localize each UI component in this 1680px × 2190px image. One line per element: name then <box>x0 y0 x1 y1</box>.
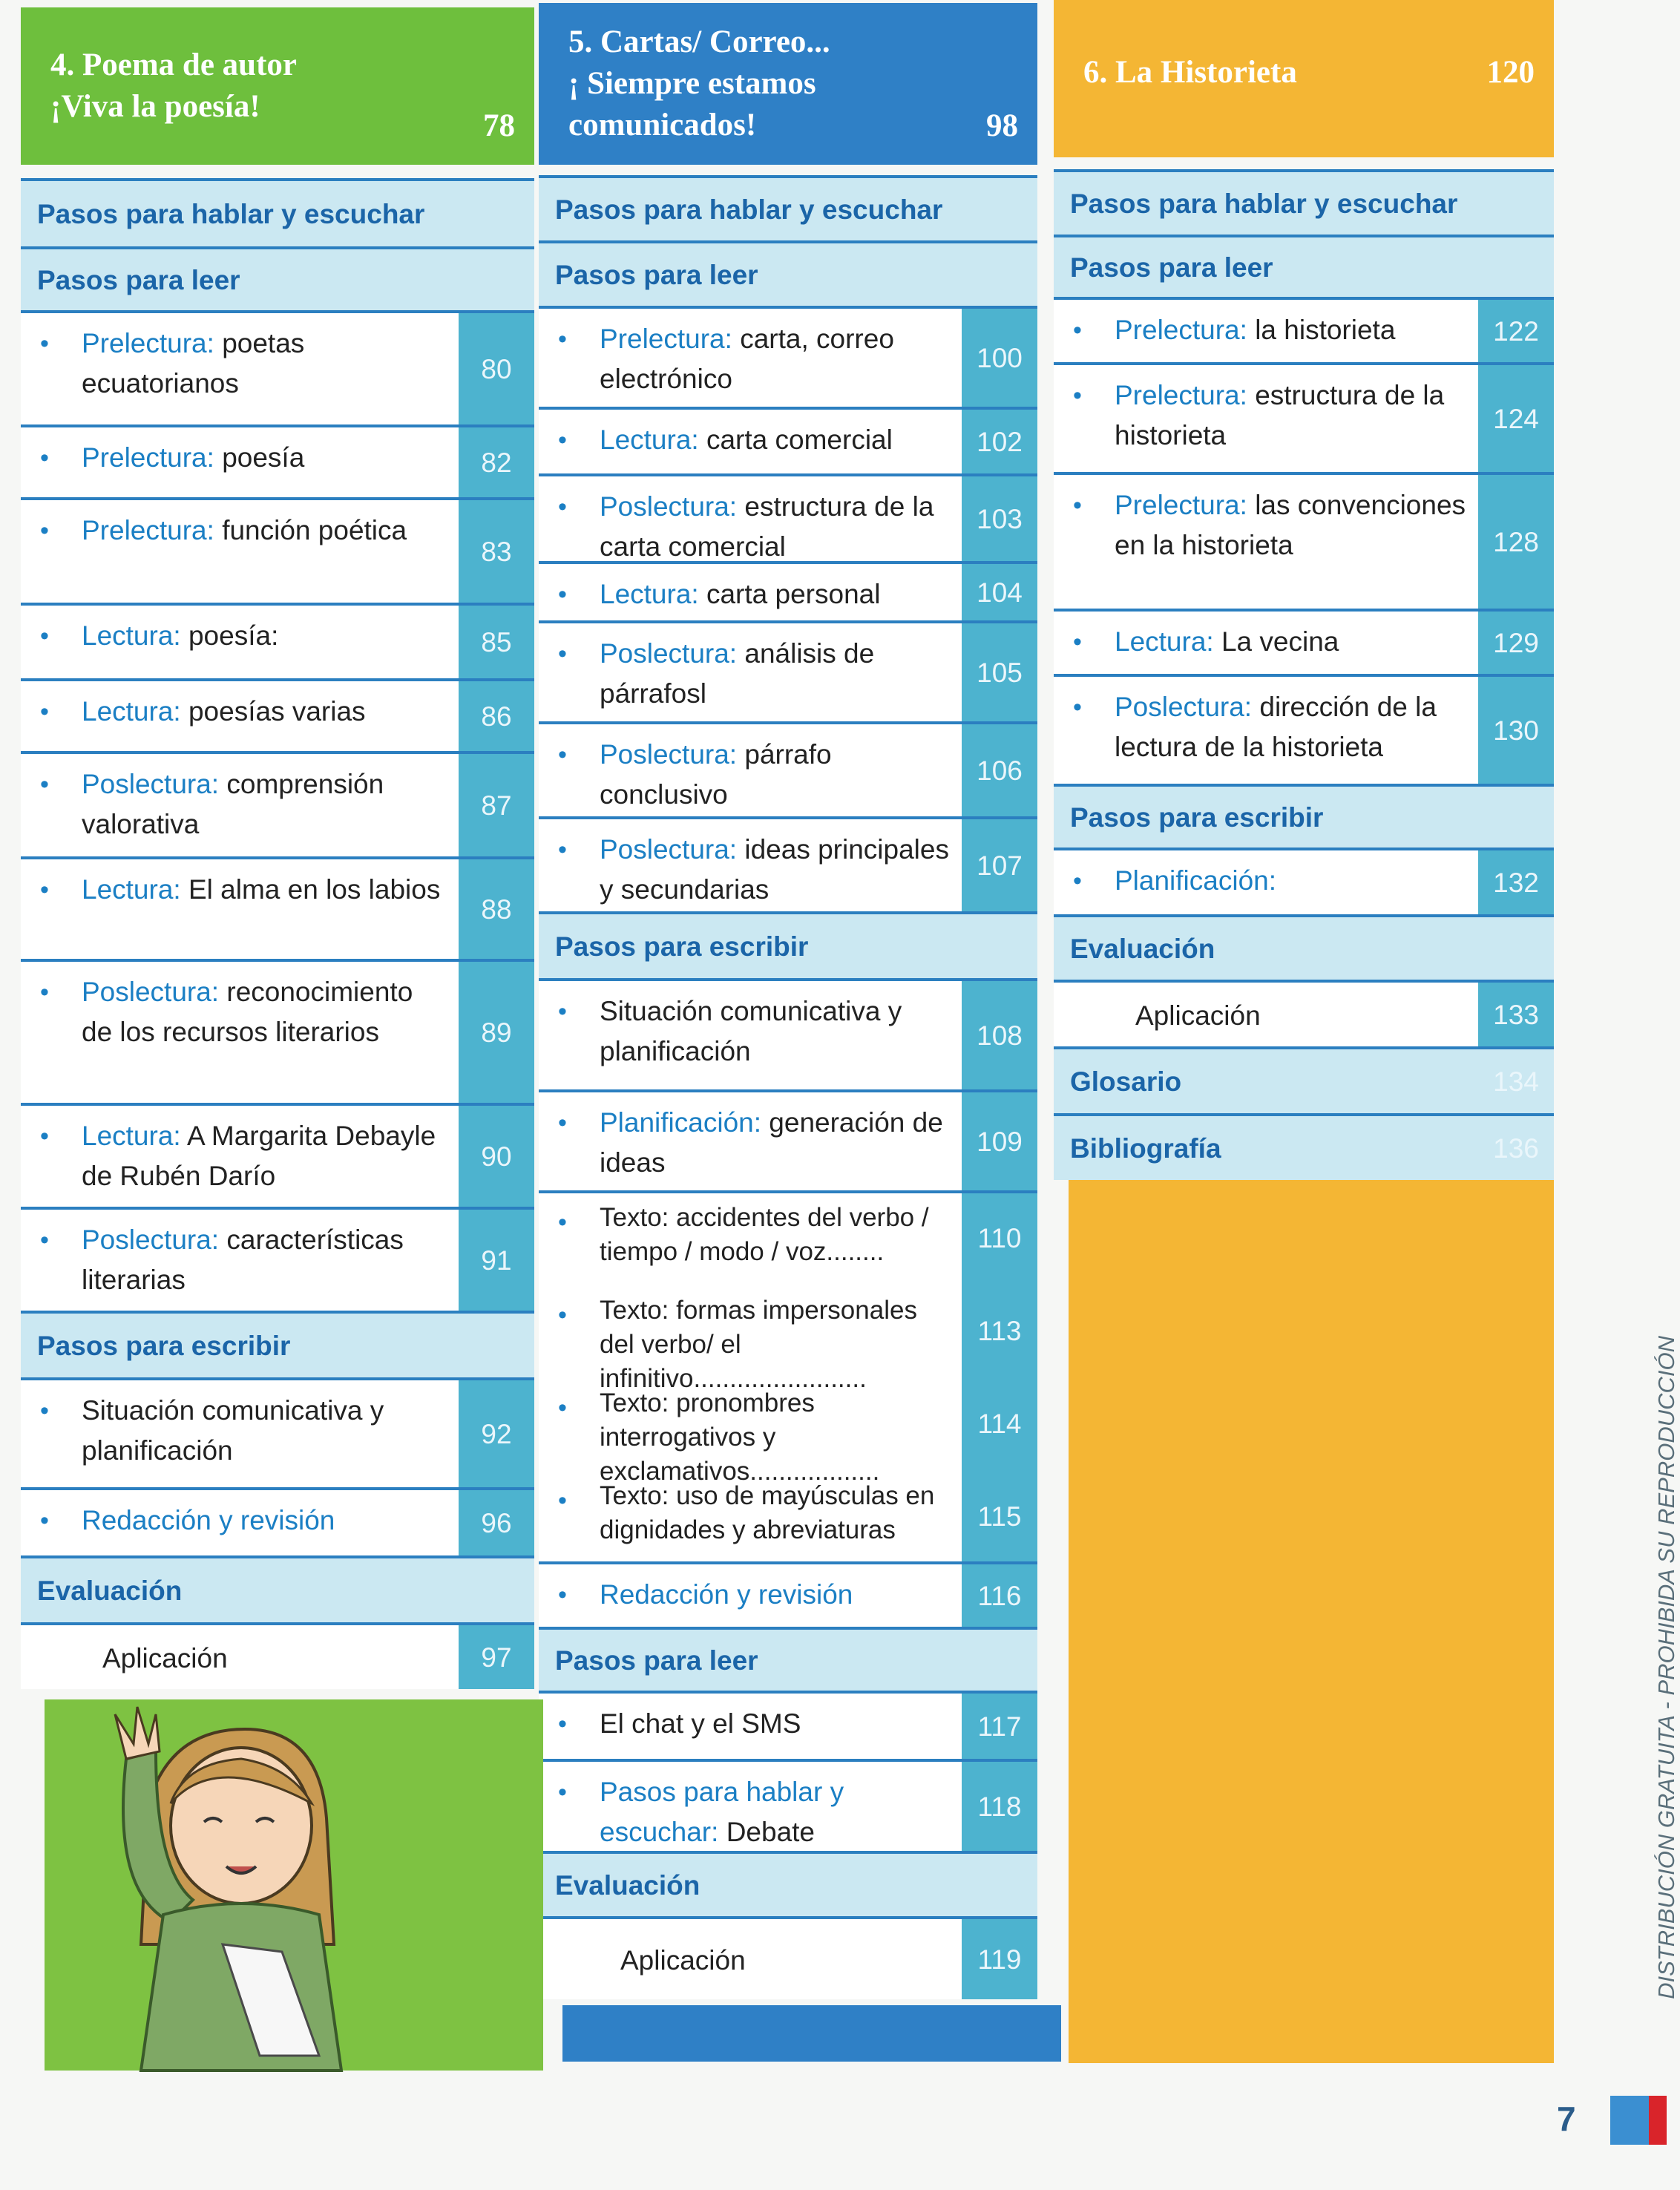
section-label: Evaluación <box>37 1576 183 1606</box>
entry-text <box>600 991 950 1072</box>
toc-entry[interactable] <box>539 561 1037 620</box>
bullet-icon: • <box>40 444 49 472</box>
section-label: Pasos para leer <box>1070 252 1273 283</box>
entry-text <box>1115 310 1466 350</box>
section-heading <box>1054 784 1554 848</box>
toc-entry[interactable] <box>1054 472 1554 609</box>
entry-text <box>82 764 447 845</box>
toc-entry[interactable] <box>539 1691 1037 1759</box>
entry-keyword: Poslectura: <box>600 638 738 669</box>
section-label: Bibliografía <box>1070 1133 1221 1164</box>
entry-text <box>600 1103 950 1183</box>
entry-text <box>82 1391 447 1471</box>
entry-text <box>102 1639 447 1679</box>
entry-text <box>82 1116 447 1196</box>
page-ref: 132 <box>1493 868 1539 898</box>
bullet-icon: • <box>1073 491 1082 519</box>
section-heading <box>539 911 1037 978</box>
entry-keyword: Poslectura: <box>600 491 738 522</box>
bullet-icon: • <box>558 741 567 769</box>
chapter-header-4 <box>21 7 534 165</box>
page-ref: 134 <box>1493 1066 1539 1097</box>
bullet-icon: • <box>558 1301 567 1329</box>
entry-description: análisis de párrafosl <box>600 638 875 709</box>
entry-text <box>600 634 950 714</box>
entry-description: comprensión valorativa <box>82 769 384 839</box>
toc-entry[interactable] <box>21 751 534 856</box>
toc-entry[interactable] <box>21 1622 534 1689</box>
entry-keyword: Lectura: <box>82 874 181 905</box>
entry-keyword: Poslectura: <box>82 977 220 1007</box>
section-heading <box>1054 1113 1554 1180</box>
section-heading <box>1054 1046 1554 1113</box>
entry-text[interactable]: Texto: uso de mayúsculas en dignidades y abreviaturas <box>600 1481 935 1544</box>
page-ref: 87 <box>481 790 512 821</box>
chapter-title: 4. Poema de autor ¡Viva la poesía! <box>50 47 297 124</box>
entry-description: párrafo conclusivo <box>600 739 832 810</box>
page-ref: 130 <box>1493 715 1539 746</box>
bullet-icon: • <box>558 1208 567 1236</box>
entry-text <box>600 420 950 460</box>
chapter-header-6 <box>1054 0 1554 157</box>
bullet-icon: • <box>40 978 49 1006</box>
toc-entry[interactable] <box>539 473 1037 561</box>
page-ref: 90 <box>481 1141 512 1172</box>
section-label: Pasos para escribir <box>555 931 809 962</box>
toc-entry[interactable] <box>1054 362 1554 472</box>
page-ref: 136 <box>1493 1133 1539 1164</box>
toc-entry[interactable] <box>539 1561 1037 1627</box>
entry-keyword: Planificación: <box>1115 865 1277 896</box>
page-ref: 109 <box>977 1127 1023 1157</box>
page-ref: 96 <box>481 1508 512 1538</box>
section-label: Pasos para hablar y escuchar <box>1070 188 1458 219</box>
page-ref: 108 <box>977 1020 1023 1051</box>
toc-entry[interactable] <box>21 310 534 424</box>
page-ref: 85 <box>481 627 512 658</box>
entry-description: Situación comunicativa y planificación <box>600 996 902 1066</box>
entry-description: poetas ecuatorianos <box>82 328 305 399</box>
bullet-icon: • <box>558 1581 567 1609</box>
entry-keyword: Prelectura: <box>600 324 732 354</box>
toc-entry[interactable] <box>21 856 534 959</box>
page-ref: 104 <box>977 577 1023 608</box>
page-ref: 133 <box>1493 1000 1539 1030</box>
toc-entry[interactable] <box>21 678 534 751</box>
page-ref: 92 <box>481 1419 512 1449</box>
page-ref: 115 <box>977 1501 1022 1532</box>
entry-description: Debate <box>726 1817 816 1847</box>
chapter-page: 98 <box>986 108 1018 143</box>
bullet-icon: • <box>1073 867 1082 895</box>
entry-text[interactable]: Texto: formas impersonales del verbo/ el infinitivo........................ <box>600 1296 917 1393</box>
toc-entry[interactable] <box>539 721 1037 816</box>
toc-entry[interactable] <box>1054 848 1554 914</box>
toc-entry[interactable] <box>539 1190 1037 1561</box>
bullet-icon: • <box>558 836 567 864</box>
page-ref: 88 <box>481 894 512 925</box>
entry-description: A Margarita Debayle de Rubén Darío <box>82 1121 436 1191</box>
chapter-contents-table <box>1054 169 1554 1180</box>
toc-entry[interactable] <box>539 816 1037 911</box>
bullet-icon: • <box>40 1122 49 1150</box>
section-heading <box>21 178 534 246</box>
page-ref: 80 <box>481 354 512 384</box>
section-label: Evaluación <box>555 1870 700 1901</box>
entry-keyword: Poslectura: <box>600 739 738 770</box>
bullet-icon: • <box>40 1397 49 1425</box>
chapter-contents-table <box>539 175 1037 1999</box>
entry-description: poesía: <box>188 620 279 651</box>
entry-keyword: Planificación: <box>600 1107 762 1138</box>
entry-keyword: Lectura: <box>600 424 699 455</box>
bullet-icon: • <box>40 1226 49 1254</box>
entry-keyword: Prelectura: <box>1115 380 1247 410</box>
entry-description: carta personal <box>706 579 881 609</box>
corner-tab-red <box>1649 2096 1667 2145</box>
section-label: Pasos para escribir <box>37 1331 291 1361</box>
page-ref: 114 <box>977 1409 1022 1439</box>
entry-text <box>82 1501 447 1541</box>
entry-text <box>1115 622 1466 662</box>
entry-description: reconocimiento de los recursos literarios <box>82 977 413 1047</box>
entry-keyword: Poslectura: <box>82 769 220 799</box>
page-number: 7 <box>1557 2099 1576 2138</box>
entry-description: la historieta <box>1255 315 1396 345</box>
section-label: Pasos para leer <box>37 265 240 295</box>
toc-entry[interactable] <box>1054 980 1554 1046</box>
entry-text <box>82 1220 447 1300</box>
page-ref: 89 <box>481 1017 512 1048</box>
corner-tab-blue <box>1610 2096 1649 2145</box>
section-heading <box>1054 235 1554 297</box>
page-ref: 110 <box>977 1223 1022 1253</box>
entry-text <box>82 972 447 1052</box>
page-ref: 100 <box>977 343 1023 373</box>
section-heading <box>21 1555 534 1622</box>
entry-description: carta, correo electrónico <box>600 324 894 394</box>
entry-description: Aplicación <box>1135 1000 1261 1031</box>
bullet-icon: • <box>40 698 49 726</box>
decorative-panel <box>1069 1180 1554 2063</box>
entry-keyword: Prelectura: <box>82 328 214 358</box>
toc-entry[interactable] <box>539 1759 1037 1851</box>
bullet-icon: • <box>558 426 567 454</box>
entry-text <box>82 511 447 551</box>
entry-text <box>600 487 950 567</box>
entry-text[interactable]: Texto: accidentes del verbo / tiempo / modo / voz........ <box>600 1203 929 1266</box>
section-heading <box>21 1311 534 1377</box>
bullet-icon: • <box>558 580 567 609</box>
toc-entry[interactable] <box>21 1377 534 1487</box>
bullet-icon: • <box>558 1778 567 1806</box>
section-label: Pasos para leer <box>555 1645 758 1676</box>
illustration-panel <box>45 1699 543 2071</box>
entry-keyword: Poslectura: <box>1115 692 1253 722</box>
toc-entry[interactable] <box>21 424 534 497</box>
entry-text <box>600 1575 950 1615</box>
page-ref: 117 <box>977 1711 1022 1742</box>
chapter-title: 5. Cartas/ Correo... ¡ Siempre estamos comunicados! <box>568 24 830 142</box>
page-ref: 103 <box>977 504 1023 534</box>
bullet-icon: • <box>1073 628 1082 656</box>
page-ref: 118 <box>977 1791 1022 1822</box>
entry-text <box>600 735 950 815</box>
toc-entry[interactable] <box>1054 674 1554 784</box>
entry-description: ideas principales y secundarias <box>600 834 949 905</box>
section-label: Evaluación <box>1070 934 1215 964</box>
entry-keyword: Lectura: <box>82 620 181 651</box>
bullet-icon: • <box>558 1109 567 1137</box>
decorative-bar <box>562 2005 1061 2062</box>
section-heading <box>21 246 534 310</box>
entry-text <box>1115 376 1466 456</box>
section-heading <box>539 240 1037 306</box>
toc-entry[interactable] <box>1054 297 1554 362</box>
toc-entry[interactable] <box>21 1207 534 1311</box>
bullet-icon: • <box>1073 381 1082 410</box>
page-ref: 83 <box>481 537 512 567</box>
entry-description: poesía <box>222 442 305 473</box>
toc-entry[interactable] <box>21 1487 534 1555</box>
toc-entry[interactable] <box>539 620 1037 721</box>
page-ref: 105 <box>977 658 1023 688</box>
bullet-icon: • <box>558 325 567 353</box>
page-ref: 116 <box>977 1581 1022 1611</box>
entry-description: carta comercial <box>706 424 893 455</box>
toc-entry[interactable] <box>21 1103 534 1207</box>
toc-entry[interactable] <box>539 306 1037 407</box>
entry-keyword: Poslectura: <box>600 834 738 865</box>
entry-text <box>82 438 447 478</box>
entry-description: función poética <box>222 515 407 545</box>
entry-text <box>82 870 447 910</box>
entry-text <box>1115 687 1466 767</box>
entry-text <box>600 1704 950 1744</box>
entry-description: El alma en los labios <box>188 874 441 905</box>
entry-text[interactable]: Texto: pronombres interrogativos y exclamativos.................. <box>600 1389 880 1486</box>
entry-description: generación de ideas <box>600 1107 943 1178</box>
chapter-contents-table <box>21 178 534 1689</box>
page-ref: 91 <box>481 1245 512 1276</box>
toc-entry[interactable] <box>21 497 534 603</box>
bullet-icon: • <box>1073 316 1082 344</box>
entry-text <box>82 616 447 656</box>
page-ref: 122 <box>1493 316 1539 347</box>
entry-text <box>600 830 950 910</box>
bullet-icon: • <box>558 1486 567 1515</box>
entry-keyword: Prelectura: <box>1115 490 1247 520</box>
chapter-page: 78 <box>483 108 515 143</box>
toc-entry[interactable] <box>1054 609 1554 674</box>
entry-text <box>1135 996 1466 1036</box>
entry-text <box>82 324 447 404</box>
page-ref: 119 <box>977 1944 1022 1975</box>
section-heading <box>1054 914 1554 980</box>
chapter-page: 120 <box>1486 55 1535 90</box>
bullet-icon: • <box>40 330 49 358</box>
entry-keyword: Lectura: <box>82 696 181 727</box>
entry-keyword: Pasos para hablar y escuchar: <box>600 1777 844 1847</box>
entry-description: las convenciones en la historieta <box>1115 490 1466 560</box>
entry-description: Aplicación <box>620 1945 746 1976</box>
entry-keyword: Lectura: <box>1115 626 1214 657</box>
toc-entry[interactable] <box>21 603 534 678</box>
page-ref: 129 <box>1493 628 1539 658</box>
page-ref: 107 <box>977 850 1023 881</box>
bullet-icon: • <box>40 1507 49 1535</box>
page-ref: 124 <box>1493 404 1539 434</box>
page-ref: 86 <box>481 701 512 732</box>
entry-keyword: Poslectura: <box>82 1225 220 1255</box>
entry-description: estructura de la historieta <box>1115 380 1445 450</box>
bullet-icon: • <box>558 1710 567 1738</box>
section-label: Pasos para escribir <box>1070 802 1324 833</box>
entry-keyword: Lectura: <box>600 579 699 609</box>
toc-entry[interactable] <box>539 978 1037 1089</box>
section-label: Glosario <box>1070 1066 1182 1097</box>
entry-description: La vecina <box>1221 626 1339 657</box>
chapter-title: 6. La Historieta <box>1083 55 1297 90</box>
section-heading <box>539 175 1037 240</box>
bullet-icon: • <box>40 876 49 904</box>
page-ref: 102 <box>977 427 1023 457</box>
entry-text <box>600 1772 950 1852</box>
entry-description: Situación comunicativa y planificación <box>82 1395 384 1466</box>
bullet-icon: • <box>558 640 567 668</box>
entry-keyword: Redacción y revisión <box>82 1505 335 1535</box>
toc-entry[interactable] <box>539 1916 1037 1999</box>
page-ref: 128 <box>1493 527 1539 557</box>
entry-keyword: Prelectura: <box>1115 315 1247 345</box>
page-ref: 97 <box>481 1642 512 1673</box>
section-heading <box>539 1627 1037 1691</box>
distribution-notice: DISTRIBUCIÓN GRATUITA - PROHIBIDA SU REPRODUCCIÓN <box>1653 1336 1679 1999</box>
entry-text <box>600 574 950 614</box>
entry-description: dirección de la lectura de la historieta <box>1115 692 1437 762</box>
entry-text <box>600 319 950 399</box>
toc-entry[interactable] <box>21 959 534 1103</box>
toc-entry[interactable] <box>539 407 1037 473</box>
bullet-icon: • <box>40 517 49 545</box>
entry-keyword: Redacción y revisión <box>600 1579 853 1610</box>
page-ref: 82 <box>481 447 512 478</box>
bullet-icon: • <box>558 493 567 521</box>
toc-entry[interactable] <box>539 1089 1037 1190</box>
section-label: Pasos para hablar y escuchar <box>555 194 943 225</box>
bullet-icon: • <box>558 1394 567 1422</box>
section-heading <box>1054 169 1554 235</box>
entry-description: estructura de la carta comercial <box>600 491 934 562</box>
bullet-icon: • <box>40 622 49 650</box>
page-ref: 106 <box>977 755 1023 786</box>
girl-reading-illustration <box>45 1699 543 2071</box>
entry-keyword: Lectura: <box>82 1121 181 1151</box>
entry-description: poesías varias <box>188 696 366 727</box>
section-label: Pasos para hablar y escuchar <box>37 199 425 229</box>
entry-text <box>1115 485 1466 565</box>
section-label: Pasos para leer <box>555 260 758 290</box>
entry-keyword: Prelectura: <box>82 442 214 473</box>
entry-text <box>1115 861 1466 901</box>
chapter-header-5 <box>539 3 1037 165</box>
entry-description: El chat y el SMS <box>600 1708 801 1739</box>
page-ref: 113 <box>977 1316 1022 1346</box>
bullet-icon: • <box>558 997 567 1026</box>
entry-text <box>620 1941 950 1981</box>
bullet-icon: • <box>40 770 49 799</box>
entry-keyword: Prelectura: <box>82 515 214 545</box>
section-heading <box>539 1851 1037 1916</box>
entry-text <box>82 692 447 732</box>
entry-description: características literarias <box>82 1225 404 1295</box>
bullet-icon: • <box>1073 693 1082 721</box>
entry-description: Aplicación <box>102 1643 228 1673</box>
